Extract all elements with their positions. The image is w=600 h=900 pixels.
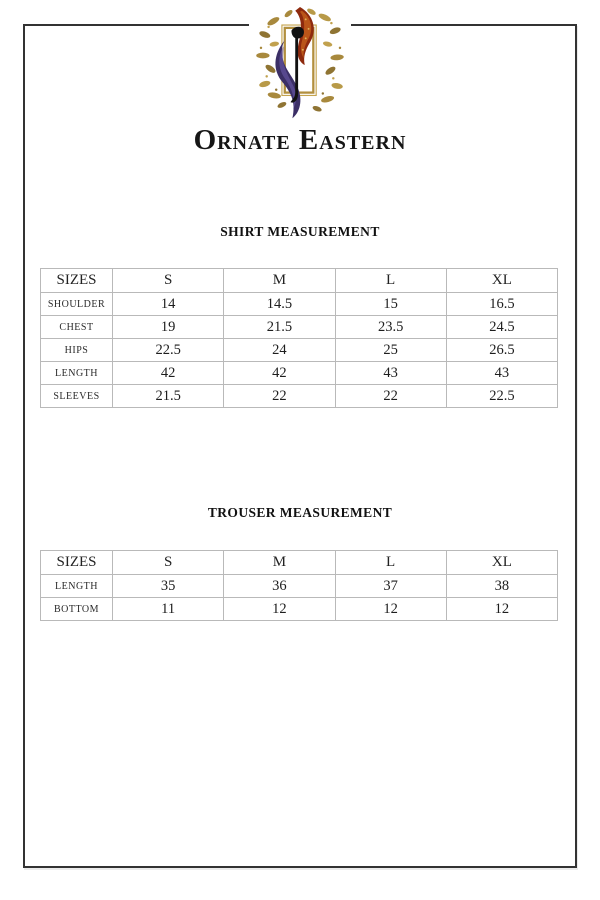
row-label-length: LENGTH [41,575,113,598]
header-size-xl: XL [446,551,557,575]
header-size-m: M [224,551,335,575]
cell-value: 22 [335,385,446,408]
cell-value: 36 [224,575,335,598]
cell-value: 15 [335,293,446,316]
cell-value: 22 [224,385,335,408]
header-size-xl: XL [446,269,557,293]
cell-value: 24.5 [446,316,557,339]
brand-logo [249,6,351,124]
cell-value: 19 [113,316,224,339]
table-header-row [41,269,558,293]
row-label-shoulder: SHOULDER [41,293,113,316]
header-size-s: S [113,551,224,575]
cell-value: 43 [335,362,446,385]
table-row [41,575,558,598]
row-label-chest: CHEST [41,316,113,339]
shirt-measurement-table [40,268,558,408]
trouser-measurement-table [40,550,558,621]
table-row [41,293,558,316]
row-label-bottom: BOTTOM [41,598,113,621]
cell-value: 14 [113,293,224,316]
header-size-m: M [224,269,335,293]
row-label-length: LENGTH [41,362,113,385]
header-sizes: SIZES [41,551,113,575]
header-size-l: L [335,551,446,575]
table-row [41,385,558,408]
row-label-hips: HIPS [41,339,113,362]
gold-leaf-top-left [283,9,293,19]
table-row [41,598,558,621]
cell-value: 38 [446,575,557,598]
cell-value: 21.5 [224,316,335,339]
cell-value: 43 [446,362,557,385]
cell-value: 12 [224,598,335,621]
section-title-trouser: TROUSER MEASUREMENT [207,505,393,520]
cell-value: 23.5 [335,316,446,339]
table-row [41,339,558,362]
header-size-s: S [113,269,224,293]
table-row [41,316,558,339]
header-sizes: SIZES [41,269,113,293]
cell-value: 12 [446,598,557,621]
table-row [41,362,558,385]
cell-value: 35 [113,575,224,598]
cell-value: 42 [224,362,335,385]
section-title-shirt: SHIRT MEASUREMENT [220,224,380,239]
cell-value: 22.5 [113,339,224,362]
cell-value: 24 [224,339,335,362]
cell-value: 11 [113,598,224,621]
header-size-l: L [335,269,446,293]
ornate-eastern-emblem-icon [252,6,348,124]
table-header-row [41,551,558,575]
cell-value: 16.5 [446,293,557,316]
cell-value: 22.5 [446,385,557,408]
cell-value: 14.5 [224,293,335,316]
brand-name: Ornate Eastern [193,124,407,156]
cell-value: 25 [335,339,446,362]
cell-value: 37 [335,575,446,598]
row-label-sleeves: SLEEVES [41,385,113,408]
cell-value: 12 [335,598,446,621]
cell-value: 21.5 [113,385,224,408]
cell-value: 26.5 [446,339,557,362]
cell-value: 42 [113,362,224,385]
